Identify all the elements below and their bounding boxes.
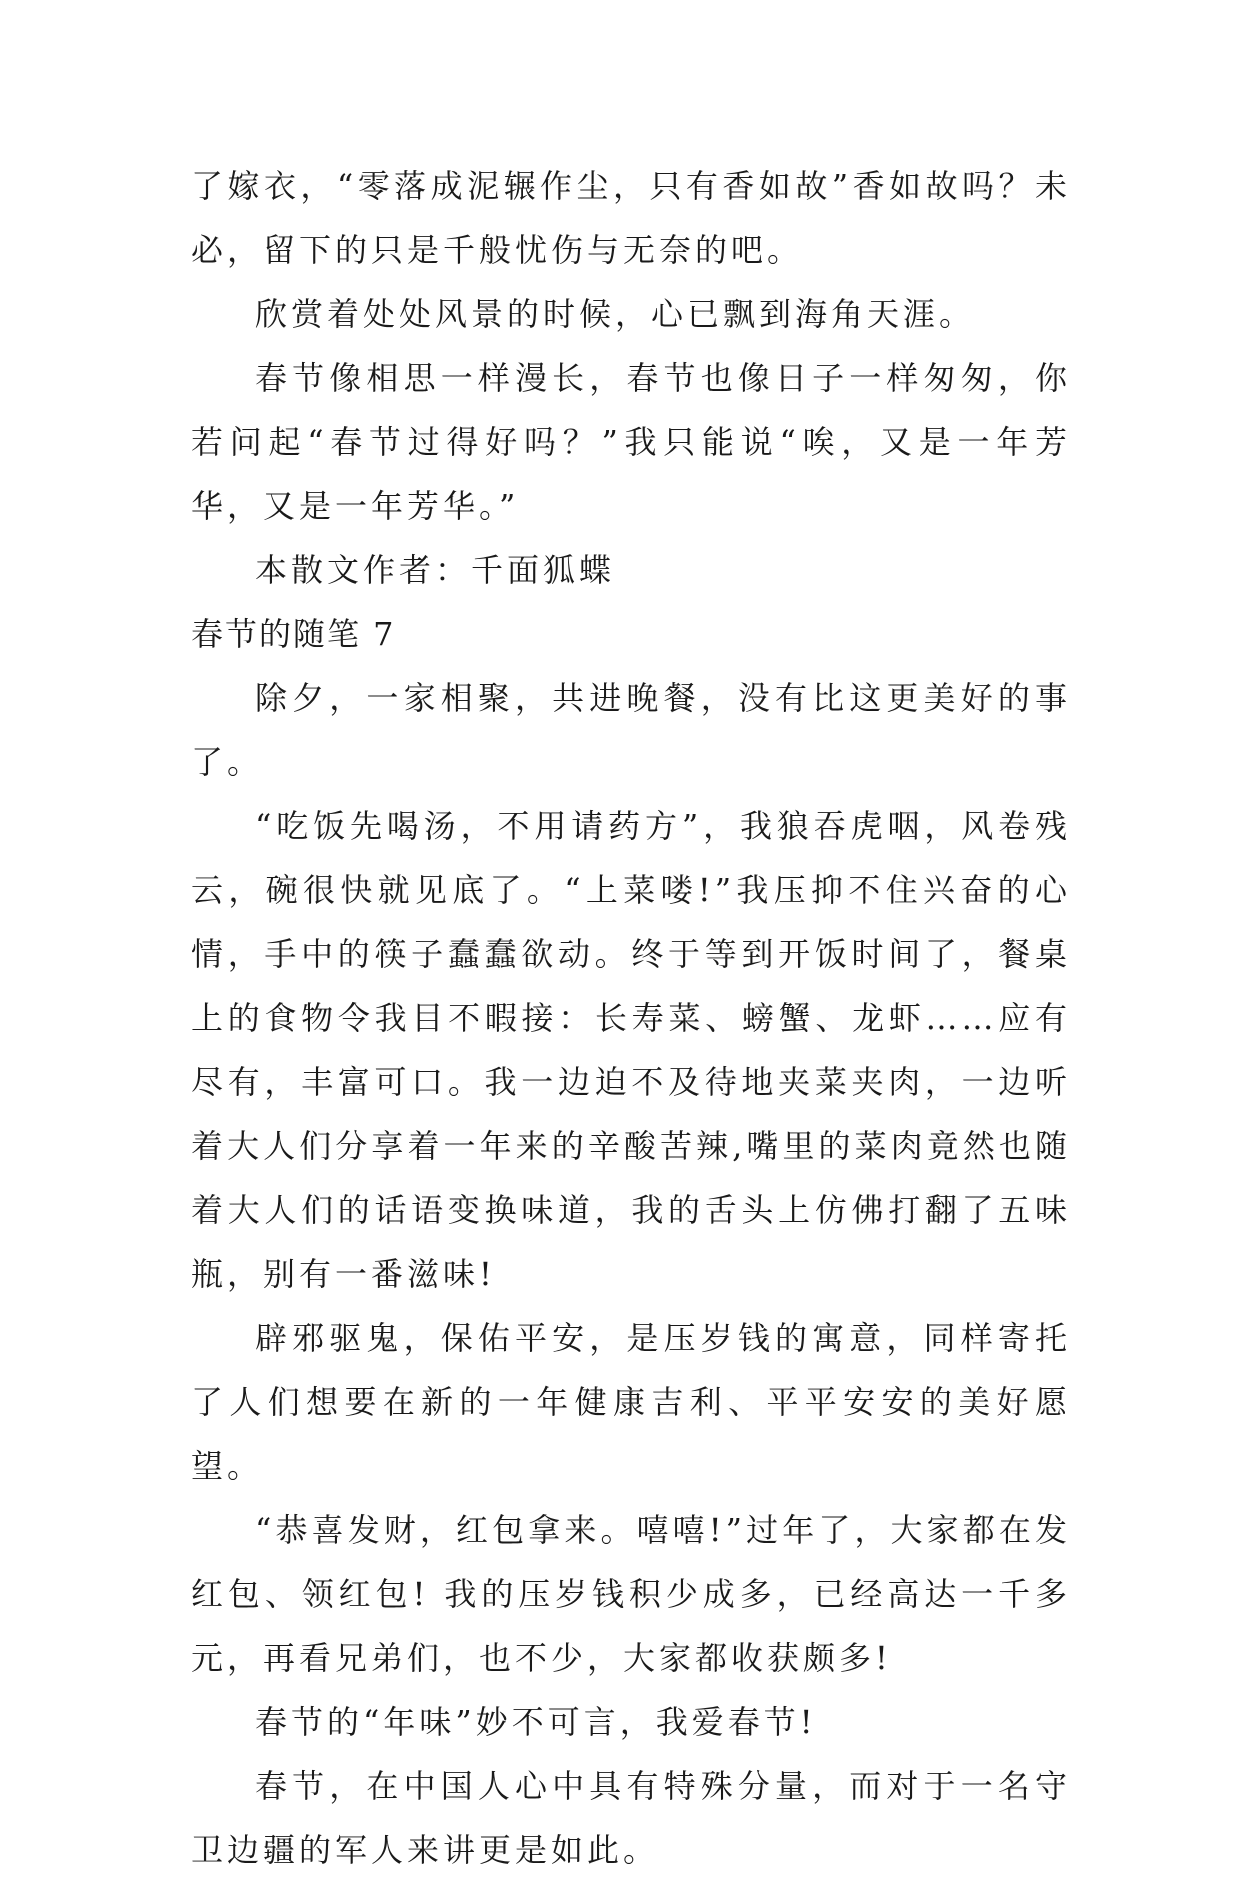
paragraph: “吃饭先喝汤，不用请药方”，我狼吞虎咽，风卷残云，碗很快就见底了。“上菜喽!”我压抑不住兴奋的心情，手中的筷子蠢蠢欲动。终于等到开饭时间了，餐桌上的食物令我目不暇接：长寿菜、螃蟹、龙虾……应有尽有，丰富可口。我一边迫不及待地夹菜夹肉，一边听着大人们分享着一年来的辛酸苦辣,嘴里的菜肉竟然也随着大人们的话语变换味道，我的舌头上仿佛打翻了五味瓶，别有一番滋味! [191, 807, 1071, 1293]
paragraph: 除夕，一家相聚，共进晚餐，没有比这更美好的事了。 [191, 679, 1071, 781]
paragraph: 春节的“年味”妙不可言，我爱春节! [255, 1703, 817, 1741]
author-line: 本散文作者：千面狐蝶 [255, 551, 616, 589]
paragraph: 春节，在中国人心中具有特殊分量，而对于一名守卫边疆的军人来讲更是如此。 [191, 1767, 1071, 1869]
paragraph: 了嫁衣，“零落成泥辗作尘，只有香如故”香如故吗？未必，留下的只是千般忧伤与无奈的吧。 [191, 167, 1071, 269]
paragraph: 春节像相思一样漫长，春节也像日子一样匆匆，你若问起“春节过得好吗？”我只能说“唉，又是一年芳华，又是一年芳华。” [191, 359, 1071, 525]
section-title: 春节的随笔 7 [191, 615, 396, 653]
document-body [191, 154, 1071, 1882]
paragraph: 欣赏着处处风景的时候，心已飘到海角天涯。 [255, 295, 976, 333]
paragraph: “恭喜发财，红包拿来。嘻嘻!”过年了，大家都在发红包、领红包! 我的压岁钱积少成多，已经高达一千多元，再看兄弟们，也不少，大家都收获颇多! [191, 1511, 1071, 1677]
paragraph: 辟邪驱鬼，保佑平安，是压岁钱的寓意，同样寄托了人们想要在新的一年健康吉利、平平安安的美好愿望。 [191, 1319, 1071, 1485]
